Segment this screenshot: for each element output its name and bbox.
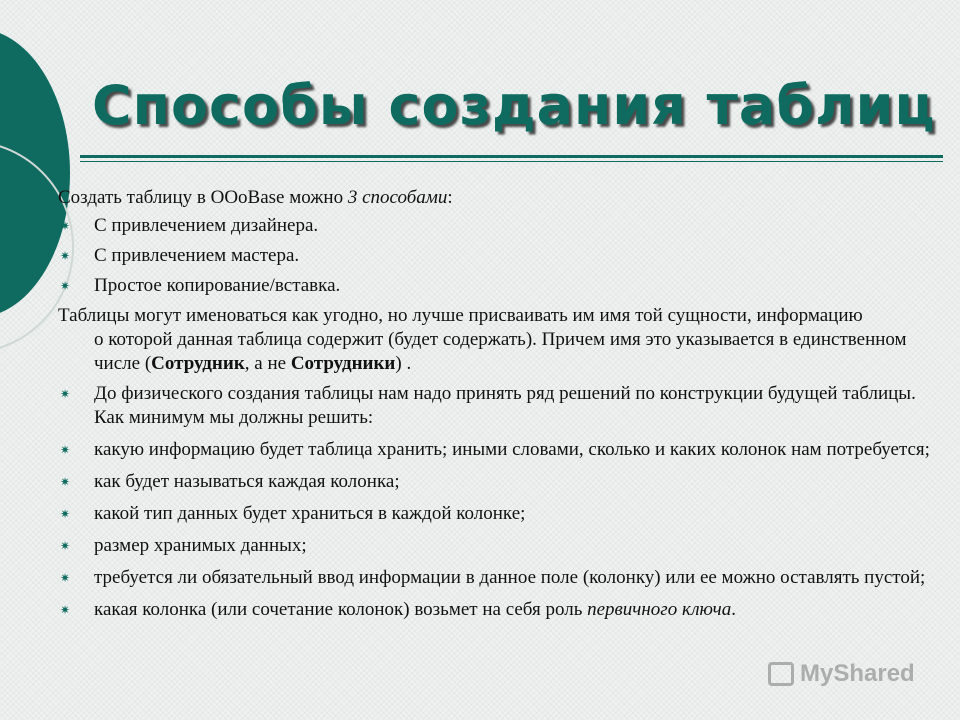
list-item: ✷ размер хранимых данных; (59, 535, 307, 556)
bold-term: Сотрудник (151, 353, 245, 374)
star-bullet-icon: ✷ (59, 507, 71, 521)
naming-paragraph: Таблицы могут именоваться как угодно, но лучше присваивать им имя той сущности, информацию о которой данная таблица содержит (будет содержать). Причем имя это указывается в единственном числе (Сотрудник, а не Сотрудники) . (58, 305, 907, 374)
title-rule-thick (80, 155, 943, 158)
italic-term: первичного ключа (587, 599, 732, 620)
slide-title: Способы создания таблиц (92, 74, 936, 137)
bold-term: Сотрудники (290, 353, 396, 374)
star-bullet-icon: ✷ (59, 571, 71, 585)
star-bullet-icon: ✷ (59, 539, 71, 553)
star-bullet-icon: ✷ (59, 387, 71, 401)
star-bullet-icon: ✷ (59, 279, 71, 293)
list-item: ✷ Простое копирование/вставка. (59, 275, 341, 296)
list-item: ✷ какой тип данных будет храниться в каждой колонке; (59, 503, 526, 524)
list-item: ✷ С привлечением мастера. (59, 245, 300, 266)
star-bullet-icon: ✷ (59, 475, 71, 489)
intro-paragraph: Создать таблицу в OOoBase можно 3 способами: (58, 187, 453, 208)
star-bullet-icon: ✷ (59, 219, 71, 233)
slide-body (58, 186, 938, 628)
star-bullet-icon: ✷ (59, 603, 71, 617)
list-item: ✷ как будет называться каждая колонка; (59, 471, 400, 492)
watermark: MyShared (768, 660, 915, 688)
slides-logo-icon (768, 662, 794, 686)
list-item: ✷ требуется ли обязательный ввод информации в данное поле (колонку) или ее можно оставлять пустой; (59, 567, 926, 588)
list-item: ✷ До физического создания таблицы нам надо принять ряд решений по конструкции будущей таблицы. Как минимум мы должны решить: (59, 383, 916, 428)
star-bullet-icon: ✷ (59, 249, 71, 263)
star-bullet-icon: ✷ (59, 443, 71, 457)
title-rule-thin (80, 161, 943, 162)
list-item: ✷ какую информацию будет таблица хранить; иными словами, сколько и каких колонок нам потребуется; (59, 439, 930, 460)
list-item: ✷ С привлечением дизайнера. (59, 215, 319, 236)
intro-italic: 3 способами (347, 187, 448, 208)
list-item: ✷ какая колонка (или сочетание колонок) возьмет на себя роль первичного ключа. (59, 599, 736, 620)
